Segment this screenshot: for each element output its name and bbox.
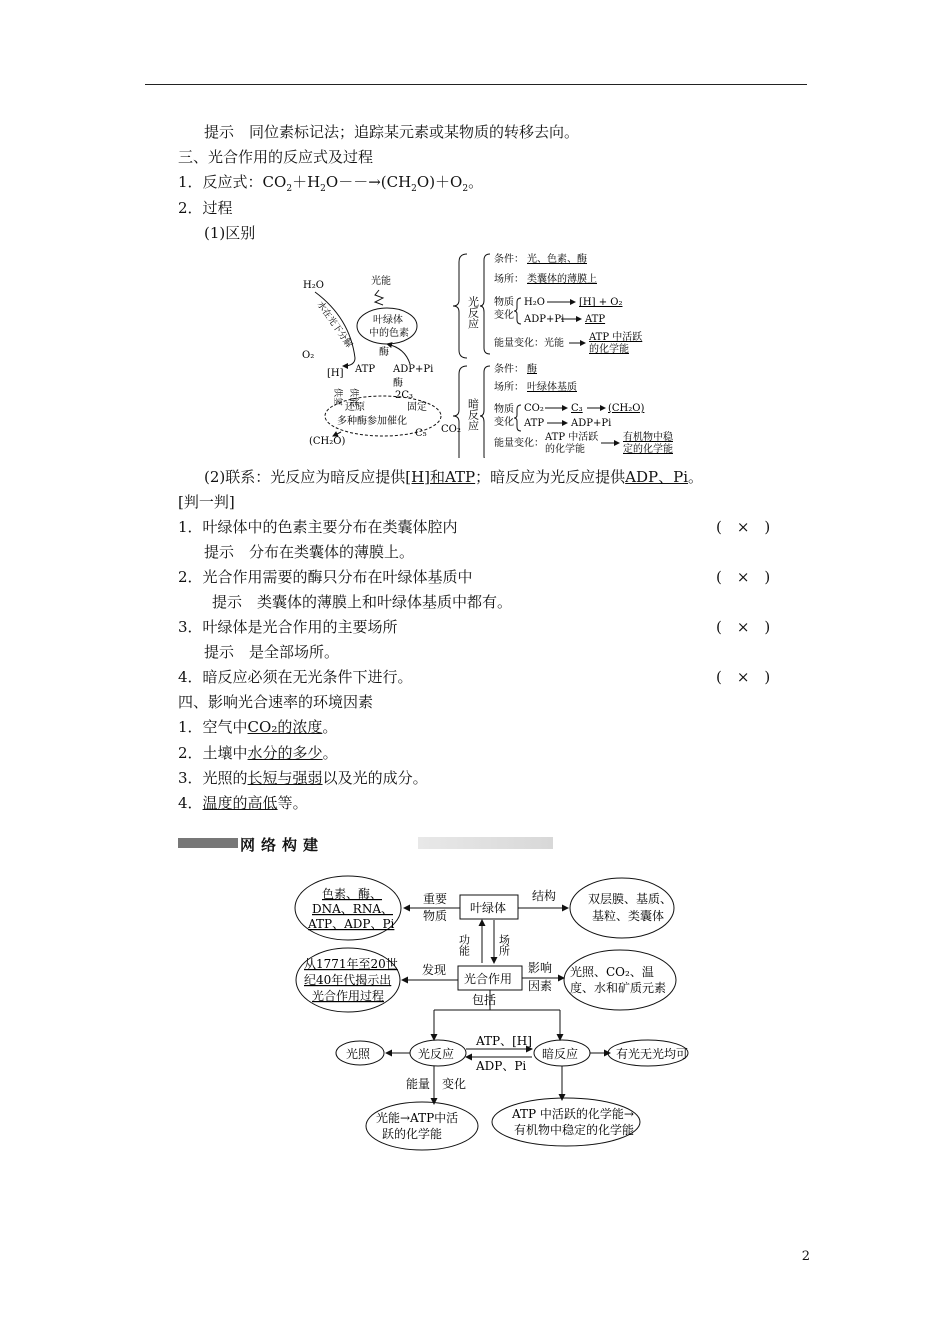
ch2o-label: (CH₂O) (309, 436, 346, 447)
factor-4: 4．温度的高低等。 (178, 794, 308, 812)
judge-q3: 3．叶绿体是光合作用的主要场所 (178, 618, 398, 636)
d-mat1: 物质 (494, 404, 514, 415)
section-4-heading: 四、影响光合速率的环境因素 (178, 693, 374, 711)
d-site-v: 叶绿体基质 (527, 382, 577, 393)
chloro-text-2: 中的色素 (369, 328, 409, 339)
concept-network-diagram (290, 868, 690, 1158)
dark-energy-1: ATP 中活跃的化学能→ (512, 1107, 634, 1121)
l-mat2: 变化 (494, 310, 514, 321)
adp-label: ADP+Pi (393, 364, 434, 375)
factor-3: 3．光照的长短与强弱以及光的成分。 (178, 769, 428, 787)
membrane-2: 基粒、类囊体 (592, 909, 665, 923)
pig-2: DNA、RNA、 (312, 902, 393, 916)
process-heading: 2．过程 (178, 199, 233, 217)
chloroplast-box: 叶绿体 (470, 901, 507, 915)
l-site-v: 类囊体的薄膜上 (527, 274, 597, 285)
hint-isotope: 提示 同位素标记法；追踪某元素或某物质的转移去向。 (204, 123, 580, 141)
env-2: 度、水和矿质元素 (570, 981, 667, 995)
light-rx-label: 光反应 (466, 296, 480, 329)
l-e1: ATP 中活跃 (589, 332, 643, 343)
energy-change: 能量 变化 (406, 1077, 467, 1091)
judge-hint-1: 提示 分布在类囊体的薄膜上。 (204, 543, 415, 561)
pig-3: ATP、ADP、Pi (308, 917, 395, 931)
judge-mark-4: ( × ) (716, 668, 771, 686)
influence-2: 因素 (528, 979, 553, 993)
structure: 结构 (532, 889, 557, 903)
judge-mark-3: ( × ) (716, 618, 771, 636)
section-title: 网络构建 (240, 836, 325, 854)
d-cond: 条件： (494, 364, 524, 375)
d-energy: 能量变化： (494, 438, 544, 449)
section-title-bar (178, 834, 553, 852)
factor-2: 2．土壤中水分的多少。 (178, 744, 338, 762)
relation-line: (2)联系：光反应为暗反应提供[H]和ATP；暗反应为光反应提供ADP、Pi。 (204, 468, 704, 486)
d-e3: 有机物中稳 (623, 432, 673, 443)
include: 包括 (472, 993, 497, 1007)
judge-q1: 1．叶绿体中的色素主要分布在类囊体腔内 (178, 518, 458, 536)
l-m2b: ATP (585, 314, 606, 325)
catalysis-label: 多种酶参加催化 (337, 416, 407, 427)
material: 物质 (423, 909, 448, 923)
dark-energy-2: 有机物中稳定的化学能 (514, 1123, 635, 1137)
d-m1c: (CH₂O) (608, 403, 645, 414)
d-cond-v: 酶 (527, 364, 537, 375)
dark-rx-oval: 暗反应 (542, 1047, 579, 1061)
o2-label: O₂ (302, 350, 315, 361)
light-energy-2: 跃的化学能 (382, 1127, 443, 1141)
d-m2a: ATP (524, 418, 545, 429)
l-cond-v: 光、色素、酶 (527, 254, 587, 265)
c5-label: C₅ (415, 428, 427, 439)
d-e2: 的化学能 (545, 444, 585, 455)
light-oval: 光照 (346, 1047, 371, 1061)
l-m1a: H₂O (524, 297, 545, 308)
membrane-1: 双层膜、基质、 (588, 892, 673, 906)
equation-line: 1．反应式：$CO_2+H_2O--\to(CH_2O)+O_2$。 (178, 173, 484, 194)
discover: 发现 (422, 963, 447, 977)
d-mat2: 变化 (494, 417, 514, 428)
function: 功能 (457, 934, 471, 956)
difference-heading: (1)区别 (204, 224, 256, 242)
judge-mark-1: ( × ) (716, 518, 771, 536)
c3-label: 2C₃ (395, 390, 414, 401)
pig-1: 色素、酶、 (322, 887, 383, 901)
factor-1: 1．空气中CO₂的浓度。 (178, 718, 338, 736)
d-site: 场所： (494, 382, 524, 393)
d-e1: ATP 中活跃 (545, 432, 599, 443)
history-3: 光合作用过程 (312, 989, 385, 1003)
l-e2: 的化学能 (589, 344, 629, 355)
l-energy: 能量变化：光能 (494, 338, 564, 349)
fix-label: 固定 (407, 402, 427, 413)
l-m2a: ADP+Pi (524, 314, 565, 325)
history-1: 从1771年至20世 (304, 957, 398, 971)
important: 重要 (423, 892, 448, 906)
any-light-oval: 有光无光均可 (616, 1047, 689, 1061)
photosynthesis-process-diagram (295, 248, 690, 458)
light-energy-1: 光能→ATP中活 (376, 1111, 459, 1125)
l-site: 场所： (494, 274, 524, 285)
influence-1: 影响 (528, 961, 553, 975)
light-energy-label: 光能 (371, 276, 391, 287)
supply-hydrogen: 供氢 (332, 388, 342, 407)
judge-q4: 4．暗反应必须在无光条件下进行。 (178, 668, 413, 686)
h2o-label: H₂O (303, 280, 324, 291)
chloro-text-1: 叶绿体 (373, 315, 403, 326)
d-m1a: CO₂ (524, 403, 544, 414)
l-mat1: 物质 (494, 297, 514, 308)
adp-pi: ADP、Pi (476, 1059, 527, 1073)
env-1: 光照、CO₂、温 (570, 965, 654, 979)
enzyme-label-2: 酶 (393, 378, 403, 389)
judge-q2: 2．光合作用需要的酶只分布在叶绿体基质中 (178, 568, 473, 586)
header-rule (145, 84, 807, 85)
atp-label: ATP (355, 364, 376, 375)
d-e4: 定的化学能 (623, 444, 673, 455)
atp-h: ATP、[H] (476, 1034, 532, 1048)
judge-hint-3: 提示 是全部场所。 (204, 643, 340, 661)
enzyme-label: 酶 (379, 347, 389, 358)
light-rx-oval: 光反应 (418, 1047, 455, 1061)
co2-label: CO₂ (441, 424, 461, 435)
page-number: 2 (801, 1249, 810, 1264)
d-m2b: ADP+Pi (571, 418, 612, 429)
history-2: 纪40年代揭示出 (304, 973, 392, 987)
water-split-label: 水在光下分解 (314, 299, 354, 350)
l-cond: 条件： (494, 254, 524, 265)
site: 场所 (497, 934, 511, 956)
h-label: [H] (327, 368, 344, 379)
photosynthesis-box: 光合作用 (464, 972, 513, 986)
dark-rx-label: 暗反应 (466, 398, 480, 431)
section-3-heading: 三、光合作用的反应式及过程 (178, 148, 374, 166)
supply-energy: 供能 (348, 388, 358, 407)
judge-title: [判一判] (178, 493, 235, 511)
judge-hint-2: 提示 类囊体的薄膜上和叶绿体基质中都有。 (212, 593, 513, 611)
l-m1b: [H] + O₂ (579, 297, 623, 308)
d-m1b: C₃ (571, 403, 583, 414)
judge-mark-2: ( × ) (716, 568, 771, 586)
reduce-label: 还原 (345, 402, 365, 413)
